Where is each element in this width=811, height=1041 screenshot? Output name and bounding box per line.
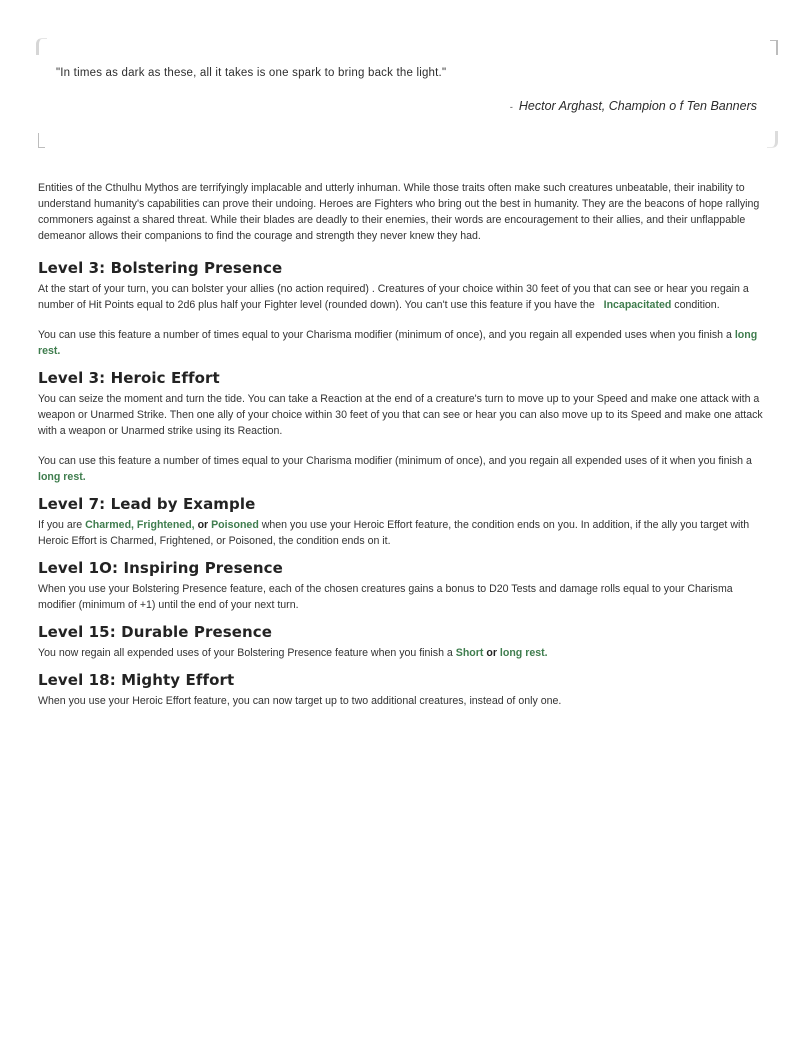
section-heading: Level 15: Durable Presence xyxy=(38,623,273,641)
keyword-poisoned: Poisoned xyxy=(211,519,259,531)
keyword-long-rest: long rest. xyxy=(499,647,548,659)
text-run: If you are xyxy=(38,519,83,531)
text-or: or xyxy=(486,647,497,659)
quote-corner-bottom-right xyxy=(767,131,778,148)
section-paragraph xyxy=(38,453,768,485)
text-run: condition. xyxy=(674,299,720,311)
section-paragraph: When you use your Heroic Effort feature, you can now target up to two additional creatures, instead of only one. xyxy=(38,695,562,707)
quote-author: Hector Arghast, Champion o f Ten Banners xyxy=(518,99,757,113)
section-paragraph xyxy=(38,327,768,359)
quote-attribution xyxy=(510,99,757,113)
quote-corner-bottom-left xyxy=(38,133,45,148)
section-paragraph xyxy=(38,645,768,661)
quote-dash: - xyxy=(509,102,513,112)
document-body xyxy=(38,180,768,718)
section-paragraph xyxy=(38,281,768,313)
text-run: You can use this feature a number of times equal to your Charisma modifier (minimum of once), and you regain all expended uses when you finish a xyxy=(38,329,732,341)
intro-paragraph: Entities of the Cthulhu Mythos are terrifyingly implacable and utterly inhuman. While those traits often make such creatures unbeatable, their inability to understand humanity's capabilities can prove their undoing. Heroes are Fighters who bring out the best in humanity. They are the beacons of hope rallying commoners against a shared threat. While their blades are deadly to their enemies, their words are encouragement to their allies, and their unflappable demeanor allows their companions to find the courage and strength they never knew they had. xyxy=(38,182,760,242)
section-heading: Level 7: Lead by Example xyxy=(38,495,256,513)
section-inspiring-presence xyxy=(38,558,768,613)
text-run: You can use this feature a number of times equal to your Charisma modifier (minimum of once), and you regain all expended uses of it when you finish a xyxy=(38,455,752,467)
text-run: You now regain all expended uses of your Bolstering Presence feature when you finish a xyxy=(38,647,453,659)
keyword-short: Short xyxy=(455,647,484,659)
quote-corner-top-right xyxy=(770,40,778,55)
keyword-long-rest: long rest. xyxy=(38,471,86,483)
keyword-long-rest: long rest. xyxy=(38,329,758,357)
quote-corner-top-left xyxy=(36,38,47,55)
section-heading: Level 3: Heroic Effort xyxy=(38,369,220,387)
text-run: when you use your Heroic Effort feature, the condition ends on you. In addition, if the ally you target with Heroic Effort is Charmed, Frightened, or Poisoned, the condition ends on it. xyxy=(38,519,750,547)
section-heading: Level 1O: Inspiring Presence xyxy=(38,559,283,577)
keyword-incapacitated: Incapacitated xyxy=(603,299,672,311)
section-lead-by-example xyxy=(38,494,768,549)
section-paragraph xyxy=(38,517,768,549)
keyword-charmed-frightened: Charmed, Frightened, xyxy=(85,519,195,531)
section-heading: Level 18: Mighty Effort xyxy=(38,671,235,689)
section-paragraph: When you use your Bolstering Presence feature, each of the chosen creatures gains a bonus to D20 Tests and damage rolls equal to your Charisma modifier (minimum of +1) until the end of your next turn. xyxy=(38,583,733,611)
text-or: or xyxy=(197,519,209,531)
section-heroic-effort xyxy=(38,368,768,485)
section-mighty-effort xyxy=(38,670,768,709)
quote-text: "In times as dark as these, all it takes is one spark to bring back the light." xyxy=(56,67,447,79)
quote-box xyxy=(36,38,778,148)
section-durable-presence xyxy=(38,622,768,661)
section-heading: Level 3: Bolstering Presence xyxy=(38,259,283,277)
section-bolstering-presence xyxy=(38,258,768,359)
section-paragraph: You can seize the moment and turn the tide. You can take a Reaction at the end of a creature's turn to move up to your Speed and make one attack with a weapon or Unarmed Strike. Then one ally of your choice within 30 feet of you that can see or hear you can also move up to its Speed and make one attack with a weapon or Unarmed strike using its Reaction. xyxy=(38,393,763,437)
text-run: At the start of your turn, you can bolster your allies (no action required) . Creatures of your choice within 30 feet of you that can see or hear you regain a number of Hit Points equal to 2d6 plus half your Fighter level (rounded down). You can't use this feature if you have the xyxy=(38,283,749,311)
